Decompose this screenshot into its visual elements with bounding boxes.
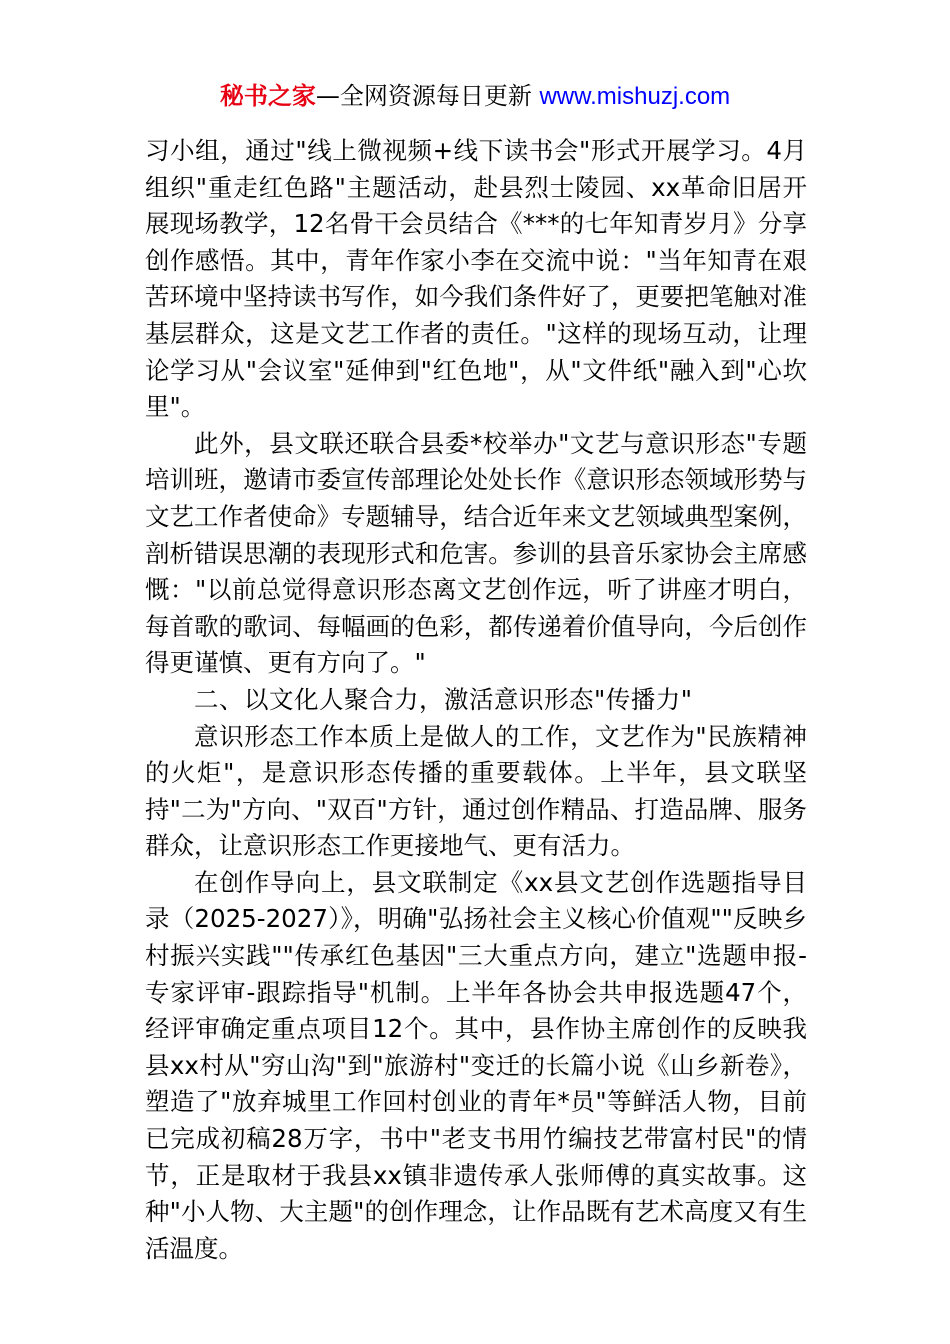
paragraph: 在创作导向上，县文联制定《xx县文艺创作选题指导目录（2025-2027）》，明确"弘扬社会主义核心价值观""反映乡村振兴实践""传承红色基因"三大重点方向，建立"选题申报-专家评审-跟踪指导"机制。上半年各协会共申报选题47个，经评审确定重点项目12个。其中，县作协主席创作的反映我县xx村从"穷山沟"到"旅游村"变迁的长篇小说《山乡新卷》，塑造了"放弃城里工作回村创业的青年*员"等鲜活人物，目前已完成初稿28万字，书中"老支书用竹编技艺带富村民"的情节，正是取材于我县xx镇非遗传承人张师傅的真实故事。这种"小人物、大主题"的创作理念，让作品既有艺术高度又有生活温度。 [145, 867, 807, 1263]
header-tagline: —全网资源每日更新 [315, 82, 540, 110]
paragraph-continued: 习小组，通过"线上微视频+线下读书会"形式开展学习。4月组织"重走红色路"主题活动，赴县烈士陵园、xx革命旧居开展现场教学，12名骨干会员结合《***的七年知青岁月》分享创作感悟。其中，青年作家小李在交流中说："当年知青在艰苦环境中坚持读书写作，如今我们条件好了，更要把笔触对准基层群众，这是文艺工作者的责任。"这样的现场互动，让理论学习从"会议室"延伸到"红色地"，从"文件纸"融入到"心坎里"。 [145, 136, 807, 422]
paragraph: 此外，县文联还联合县委*校举办"文艺与意识形态"专题培训班，邀请市委宣传部理论处处长作《意识形态领域形势与文艺工作者使命》专题辅导，结合近年来文艺领域典型案例，剖析错误思潮的表现形式和危害。参训的县音乐家协会主席感慨："以前总觉得意识形态离文艺创作远，听了讲座才明白，每首歌的歌词、每幅画的色彩，都传递着价值导向，今后创作得更谨慎、更有方向了。" [145, 428, 807, 678]
document-body [145, 133, 807, 1267]
site-url-link[interactable]: www.mishuzj.com [539, 83, 731, 110]
brand-name: 秘书之家 [219, 82, 316, 110]
paragraph: 意识形态工作本质上是做人的工作，文艺作为"民族精神的火炬"，是意识形态传播的重要载体。上半年，县文联坚持"二为"方向、"双百"方针，通过创作精品、打造品牌、服务群众，让意识形态工作更接地气、更有活力。 [145, 721, 807, 861]
site-header [0, 80, 950, 113]
section-heading: 二、以文化人聚合力，激活意识形态"传播力" [194, 684, 693, 714]
